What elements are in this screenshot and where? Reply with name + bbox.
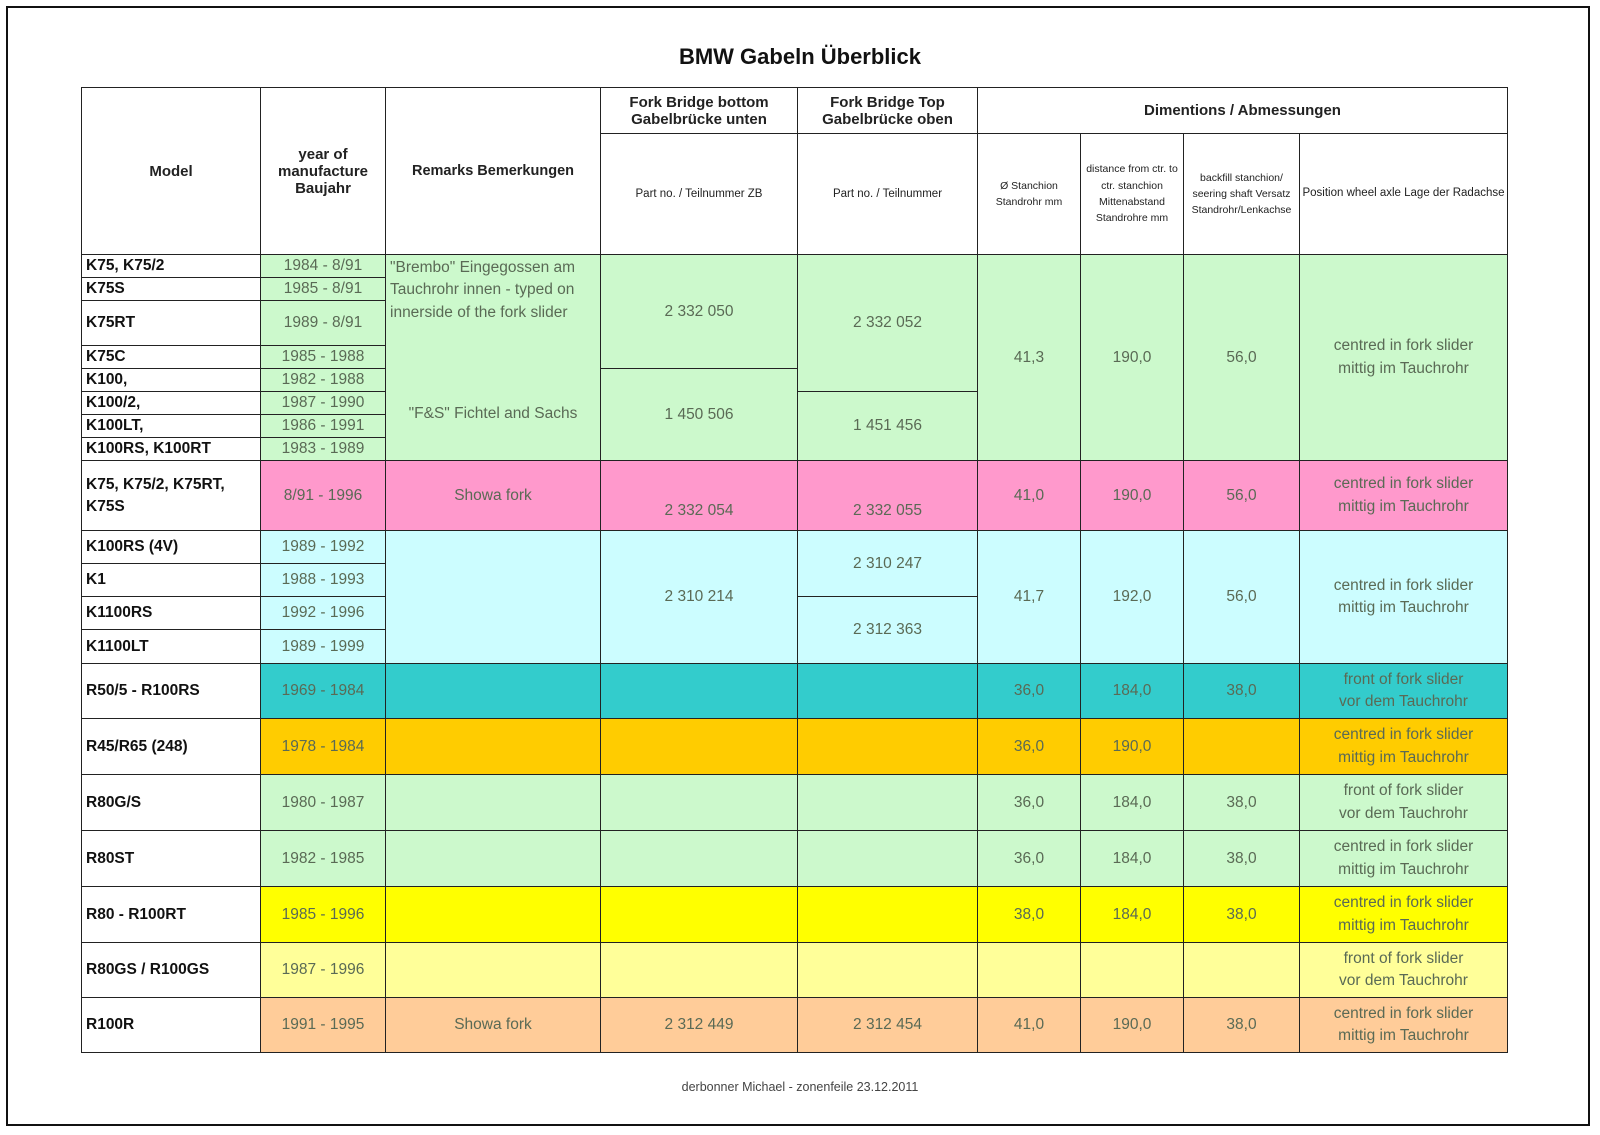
stanchion-cell: 36,0 [978,831,1081,887]
backfill-cell [1184,943,1300,998]
model-cell: R50/5 - R100RS [82,664,261,719]
remark-cell [386,664,601,719]
header-part-no-top: Part no. / Teilnummer [798,134,978,255]
bottom-part-no-cell [601,831,798,887]
header-year: year of manufacture Baujahr [261,88,386,255]
remark-cell [386,887,601,943]
bottom-part-no-cell [601,719,798,775]
model-cell: K75, K75/2 [82,255,261,278]
model-cell: R100R [82,998,261,1053]
top-part-no-cell: 2 310 247 [798,531,978,597]
axle-position-de: mittig im Tauchrohr [1338,359,1469,377]
remark-cell [386,719,601,775]
remark-cell [386,831,601,887]
year-cell: 1989 - 1992 [261,531,386,564]
year-cell: 1983 - 1989 [261,438,386,461]
stanchion-cell: 41,0 [978,998,1081,1053]
year-cell: 1985 - 1988 [261,346,386,369]
model-cell: R80GS / R100GS [82,943,261,998]
bottom-part-no-cell [601,775,798,831]
top-part-no-cell [798,943,978,998]
header-part-no-bottom: Part no. / Teilnummer ZB [601,134,798,255]
axle-position-cell [1300,255,1508,461]
header-remarks: Remarks Bemerkungen [386,88,601,255]
bottom-part-no-cell: 2 332 050 [601,255,798,369]
distance-cell: 184,0 [1081,775,1184,831]
year-cell: 8/91 - 1996 [261,461,386,531]
page-title: BMW Gabeln Überblick [678,44,922,69]
distance-cell: 192,0 [1081,531,1184,664]
model-cell: R80G/S [82,775,261,831]
header-model: Model [82,88,261,255]
top-part-no-cell [798,719,978,775]
top-part-no-cell [798,887,978,943]
backfill-cell: 56,0 [1184,461,1300,531]
model-cell: K75RT [82,301,261,346]
remark-fs: "F&S" Fichtel and Sachs [386,369,601,461]
model-cell: R80 - R100RT [82,887,261,943]
backfill-cell: 38,0 [1184,664,1300,719]
axle-position-cell [1300,461,1508,531]
distance-cell: 190,0 [1081,998,1184,1053]
model-cell: R45/R65 (248) [82,719,261,775]
year-cell: 1984 - 8/91 [261,255,386,278]
stanchion-cell: 36,0 [978,719,1081,775]
model-cell: K100RS (4V) [82,531,261,564]
top-part-no-cell: 2 312 454 [798,998,978,1053]
bottom-part-no-cell [601,943,798,998]
year-cell: 1991 - 1995 [261,998,386,1053]
axle-position-cell [1300,998,1508,1053]
distance-cell: 184,0 [1081,664,1184,719]
header-fork-bridge-top: Fork Bridge Top Gabelbrücke oben [798,88,978,134]
axle-position-de: mittig im Tauchrohr [1338,599,1469,616]
axle-position-cell [1300,775,1508,831]
axle-position-de: mittig im Tauchrohr [1338,1027,1469,1044]
footer-credit: derbonner Michael - zonenfeile 23.12.2011 [681,1080,919,1094]
top-part-no-cell: 1 451 456 [798,392,978,461]
distance-cell: 184,0 [1081,887,1184,943]
axle-position-en: centred in fork slider [1333,894,1474,912]
backfill-cell: 38,0 [1184,831,1300,887]
axle-position-cell [1300,719,1508,775]
year-cell: 1982 - 1988 [261,369,386,392]
model-cell: K100LT, [82,415,261,438]
remark-cell [386,775,601,831]
axle-position-cell [1300,887,1508,943]
backfill-cell: 56,0 [1184,255,1300,461]
axle-position-cell [1300,943,1508,998]
axle-position-en: centred in fork slider [1333,337,1474,355]
stanchion-cell: 36,0 [978,775,1081,831]
backfill-cell: 38,0 [1184,775,1300,831]
distance-cell [1081,943,1184,998]
bottom-part-no-cell: 2 310 214 [601,531,798,664]
model-cell: K100, [82,369,261,392]
header-backfill: backfill stanchion/ seering shaft Versatz Standrohr/Lenkachse [1184,134,1300,255]
remark-cell [386,943,601,998]
axle-position-en: front of fork slider [1343,670,1464,688]
axle-position-de: mittig im Tauchrohr [1338,497,1469,515]
axle-position-en: front of fork slider [1343,949,1464,967]
model-cell: K75S [82,278,261,301]
axle-position-cell [1300,831,1508,887]
model-cell: K100RS, K100RT [82,438,261,461]
distance-cell: 190,0 [1081,719,1184,775]
axle-position-cell [1300,664,1508,719]
remark-brembo: "Brembo" Eingegossen am Tauchrohr innen - typed on innerside of the fork slider [386,255,601,369]
stanchion-cell: 41,3 [978,255,1081,461]
year-cell: 1989 - 8/91 [261,301,386,346]
distance-cell: 184,0 [1081,831,1184,887]
distance-cell: 190,0 [1081,255,1184,461]
fork-overview-table [81,87,1508,1053]
model-cell: K75C [82,346,261,369]
header-wheel-axle-position: Position wheel axle Lage der Radachse [1300,134,1508,255]
bottom-part-no-cell [601,887,798,943]
bottom-part-no-cell: 2 332 054 [601,461,798,531]
axle-position-de: mittig im Tauchrohr [1338,916,1469,934]
year-cell: 1987 - 1996 [261,943,386,998]
axle-position-de: mittig im Tauchrohr [1338,860,1469,878]
stanchion-cell: 41,7 [978,531,1081,664]
header-fork-bridge-bottom: Fork Bridge bottom Gabelbrücke unten [601,88,798,134]
backfill-cell: 56,0 [1184,531,1300,664]
bottom-part-no-cell: 2 312 449 [601,998,798,1053]
remark-cell: Showa fork [386,998,601,1053]
bottom-part-no-cell: 1 450 506 [601,369,798,461]
year-cell: 1989 - 1999 [261,630,386,664]
year-cell: 1985 - 1996 [261,887,386,943]
top-part-no-cell: 2 332 055 [798,461,978,531]
model-cell: K1100RS [82,597,261,630]
top-part-no-cell: 2 332 052 [798,255,978,392]
axle-position-de: mittig im Tauchrohr [1338,748,1469,766]
top-part-no-cell [798,775,978,831]
model-cell: K75, K75/2, K75RT, K75S [82,461,261,531]
axle-position-en: front of fork slider [1343,782,1464,800]
remark-cell: Showa fork [386,461,601,531]
axle-position-en: centred in fork slider [1333,475,1474,493]
axle-position-de: vor dem Tauchrohr [1339,972,1468,989]
top-part-no-cell: 2 312 363 [798,597,978,664]
header-dimensions: Dimentions / Abmessungen [978,88,1508,134]
year-cell: 1980 - 1987 [261,775,386,831]
stanchion-cell: 36,0 [978,664,1081,719]
axle-position-en: centred in fork slider [1333,726,1474,744]
year-cell: 1982 - 1985 [261,831,386,887]
year-cell: 1986 - 1991 [261,415,386,438]
year-cell: 1987 - 1990 [261,392,386,415]
model-cell: K1 [82,564,261,597]
stanchion-cell [978,943,1081,998]
axle-position-en: centred in fork slider [1333,1004,1474,1022]
top-part-no-cell [798,664,978,719]
stanchion-cell: 41,0 [978,461,1081,531]
year-cell: 1985 - 8/91 [261,278,386,301]
model-cell: R80ST [82,831,261,887]
header-stanchion-distance: distance from ctr. to ctr. stanchion Mittenabstand Standrohre mm [1081,134,1184,255]
model-cell: K100/2, [82,392,261,415]
year-cell: 1992 - 1996 [261,597,386,630]
backfill-cell: 38,0 [1184,998,1300,1053]
backfill-cell: 38,0 [1184,887,1300,943]
model-cell: K1100LT [82,630,261,664]
stanchion-cell: 38,0 [978,887,1081,943]
axle-position-cell [1300,531,1508,664]
distance-cell: 190,0 [1081,461,1184,531]
year-cell: 1988 - 1993 [261,564,386,597]
year-cell: 1969 - 1984 [261,664,386,719]
remark-cell [386,531,601,664]
axle-position-en: centred in fork slider [1333,838,1474,856]
backfill-cell [1184,719,1300,775]
top-part-no-cell [798,831,978,887]
bottom-part-no-cell [601,664,798,719]
axle-position-de: vor dem Tauchrohr [1339,804,1468,822]
header-stanchion-diameter: Ø Stanchion Standrohr mm [978,134,1081,255]
axle-position-en: centred in fork slider [1333,576,1474,594]
axle-position-de: vor dem Tauchrohr [1339,693,1468,710]
year-cell: 1978 - 1984 [261,719,386,775]
